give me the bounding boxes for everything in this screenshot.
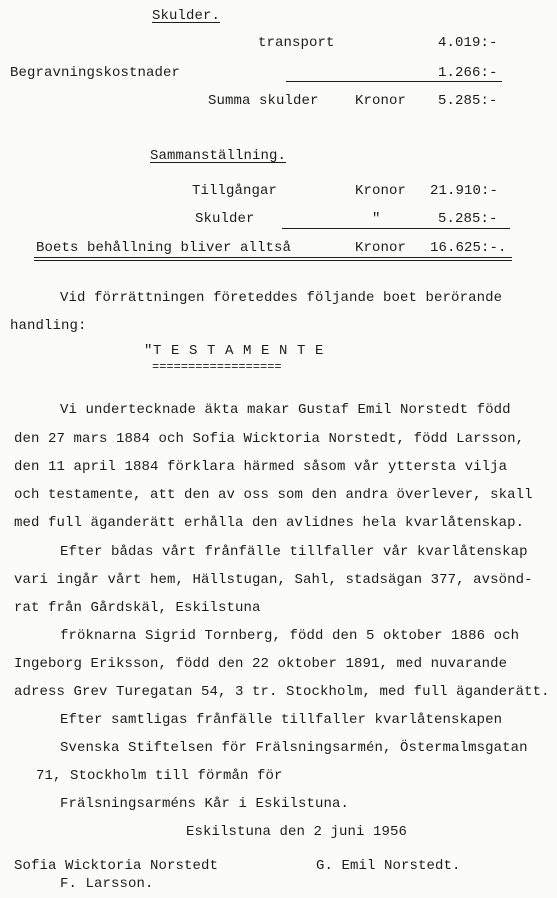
testament-line: den 27 mars 1884 och Sofia Wicktoria Norstedt, född Larsson,	[14, 431, 525, 447]
skulder-summary-amount: 5.285:-	[438, 211, 498, 227]
testament-line: Efter bådas vårt frånfälle tillfaller vår kvarlåtenskap	[60, 544, 528, 560]
begravning-label: Begravningskostnader	[10, 65, 181, 81]
testament-line: adress Grev Turegatan 54, 3 tr. Stockholm, med full äganderätt.	[14, 684, 550, 700]
testamente-title: "T E S T A M E N T E	[144, 343, 325, 359]
signature-left-sub: F. Larsson.	[60, 876, 154, 892]
testament-line: 71, Stockholm till förmån för	[36, 768, 283, 784]
testament-line: den 11 april 1884 förklara härmed såsom vår yttersta vilja	[14, 459, 508, 475]
transport-label: transport	[258, 35, 335, 51]
testament-line: Svenska Stiftelsen för Frälsningsarmén, Östermalmsgatan	[60, 740, 528, 756]
summa-skulder-label: Summa skulder	[208, 93, 319, 109]
summa-skulder-amount: 5.285:-	[438, 93, 498, 109]
sum-rule	[286, 81, 502, 82]
begravning-amount: 1.266:-	[438, 65, 498, 81]
behallning-currency: Kronor	[355, 240, 407, 256]
behallning-amount: 16.625:-.	[430, 240, 507, 256]
testament-line: med full äganderätt erhålla den avlidnes hela kvarlåtenskap.	[14, 515, 525, 531]
testament-line: fröknarna Sigrid Tornberg, född den 5 oktober 1886 och	[60, 628, 520, 644]
skulder-heading: Skulder.	[152, 8, 221, 24]
place-date: Eskilstuna den 2 juni 1956	[186, 824, 408, 840]
testament-line: Vi undertecknade äkta makar Gustaf Emil Norstedt född	[60, 402, 511, 418]
testament-line: Efter samtligas frånfälle tillfaller kvarlåtenskapen	[60, 712, 503, 728]
skulder-ditto-mark: "	[372, 211, 381, 227]
testament-line: och testamente, att den av oss som den andra överlever, skall	[14, 487, 533, 503]
testament-line: Frälsningsarméns Kår i Eskilstuna.	[60, 796, 350, 812]
testament-line: rat från Gårdskäl, Eskilstuna	[14, 600, 261, 616]
summa-skulder-currency: Kronor	[355, 93, 407, 109]
testamente-title-underline: ==================	[152, 360, 282, 374]
tillgangar-label: Tillgångar	[192, 183, 278, 199]
intro-line-2: handling:	[10, 318, 87, 334]
signature-left-name: Sofia Wicktoria Norstedt	[14, 858, 219, 874]
sammanstallning-heading: Sammanställning.	[150, 148, 287, 164]
summary-rule	[282, 228, 510, 229]
tillgangar-amount: 21.910:-	[430, 183, 499, 199]
testament-line: vari ingår vårt hem, Hällstugan, Sahl, stadsägan 377, avsönd-	[14, 572, 533, 588]
total-double-rule	[34, 257, 512, 258]
behallning-label: Boets behållning bliver alltså	[36, 240, 292, 256]
transport-amount: 4.019:-	[438, 35, 498, 51]
skulder-summary-label: Skulder	[195, 211, 255, 227]
testament-line: Ingeborg Eriksson, född den 22 oktober 1891, med nuvarande	[14, 656, 508, 672]
signature-right-name: G. Emil Norstedt.	[316, 858, 461, 874]
intro-line-1: Vid förrättningen företeddes följande boet berörande	[60, 290, 503, 306]
tillgangar-currency: Kronor	[355, 183, 407, 199]
